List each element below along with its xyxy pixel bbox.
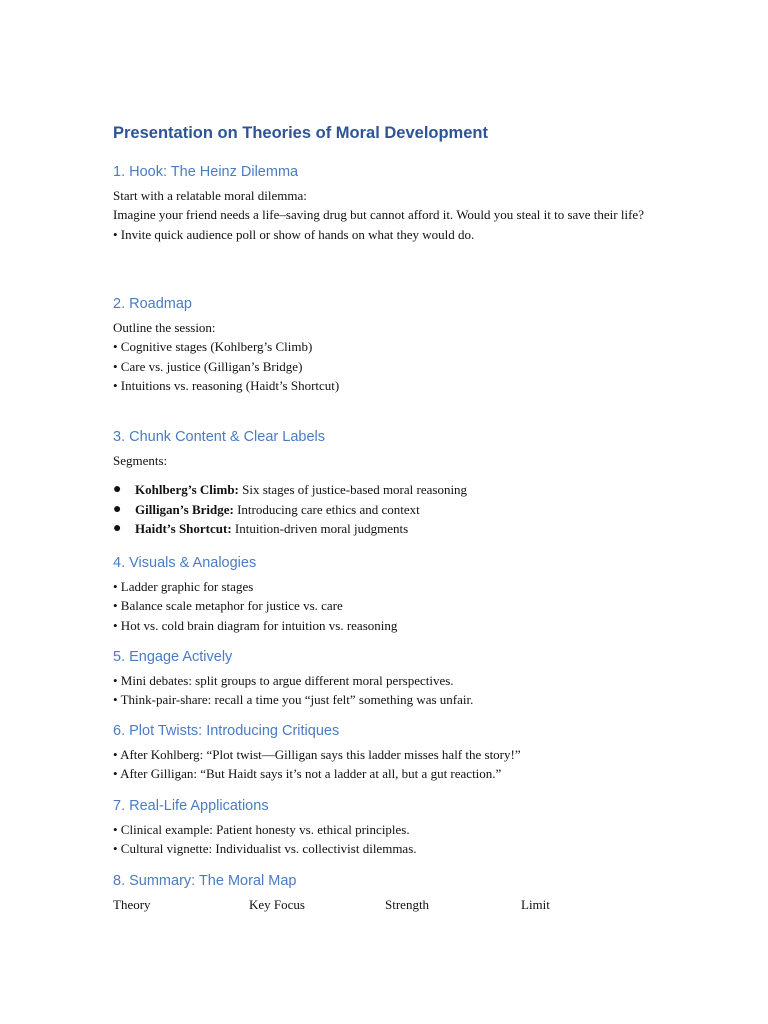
section-text: Start with a relatable moral dilemma: xyxy=(113,188,307,203)
bullet-icon: ● xyxy=(113,482,122,498)
section-hook xyxy=(113,162,673,244)
section-heading: 7. Real-Life Applications xyxy=(113,798,269,814)
list-item xyxy=(113,519,673,538)
section-chunk-content xyxy=(113,427,673,538)
section-roadmap xyxy=(113,294,673,395)
bullet-icon: ● xyxy=(113,520,122,536)
section-engage xyxy=(113,647,673,710)
section-bullet: • Mini debates: split groups to argue different moral perspectives. xyxy=(113,673,454,688)
section-bullet: • After Gilligan: “But Haidt says it’s not a ladder at all, but a gut reaction.” xyxy=(113,766,502,782)
document-title: Presentation on Theories of Moral Development xyxy=(113,124,488,142)
section-bullet: • Care vs. justice (Gilligan’s Bridge) xyxy=(113,358,303,374)
section-bullet: • Ladder graphic for stages xyxy=(113,579,254,594)
section-heading: 5. Engage Actively xyxy=(113,649,233,665)
segments-list xyxy=(113,480,673,538)
section-bullet: • Think-pair-share: recall a time you “just felt” something was unfair. xyxy=(113,692,474,708)
list-item xyxy=(113,500,673,519)
table-header-cell: Limit xyxy=(521,897,550,912)
list-item-label: Haidt’s Shortcut: xyxy=(135,520,232,536)
section-bullet: • Intuitions vs. reasoning (Haidt’s Shortcut) xyxy=(113,377,340,393)
section-text: Imagine your friend needs a life–saving drug but cannot afford it. Would you steal it to save their life? xyxy=(113,207,644,223)
summary-table-header xyxy=(113,895,673,914)
bullet-icon: ● xyxy=(113,501,122,517)
section-text: Segments: xyxy=(113,453,168,468)
section-text: Outline the session: xyxy=(113,320,216,335)
section-bullet: • Cognitive stages (Kohlberg’s Climb) xyxy=(113,339,313,355)
section-heading: 2. Roadmap xyxy=(113,296,192,312)
section-bullet: • Invite quick audience poll or show of hands on what they would do. xyxy=(113,226,475,242)
section-real-life xyxy=(113,796,673,859)
section-bullet: • Balance scale metaphor for justice vs. care xyxy=(113,598,343,614)
list-item-text: Introducing care ethics and context xyxy=(233,501,420,517)
section-heading: 8. Summary: The Moral Map xyxy=(113,873,297,889)
list-item-text: Intuition-driven moral judgments xyxy=(231,520,409,536)
list-item xyxy=(113,480,673,499)
section-heading: 6. Plot Twists: Introducing Critiques xyxy=(113,723,340,739)
section-heading: 4. Visuals & Analogies xyxy=(113,555,257,571)
section-heading: 1. Hook: The Heinz Dilemma xyxy=(113,164,299,180)
list-item-text: Six stages of justice-based moral reasoning xyxy=(238,482,468,498)
list-item-label: Gilligan’s Bridge: xyxy=(135,501,234,517)
section-bullet: • Clinical example: Patient honesty vs. ethical principles. xyxy=(113,822,410,837)
table-header-cell: Strength xyxy=(385,897,430,912)
list-item-label: Kohlberg’s Climb: xyxy=(135,482,239,498)
section-visuals xyxy=(113,553,673,635)
section-summary xyxy=(113,871,673,914)
section-bullet: • Cultural vignette: Individualist vs. collectivist dilemmas. xyxy=(113,841,417,857)
section-plot-twists xyxy=(113,721,673,784)
section-bullet: • After Kohlberg: “Plot twist—Gilligan says this ladder misses half the story!” xyxy=(113,747,521,762)
table-header-cell: Theory xyxy=(113,897,151,912)
section-heading: 3. Chunk Content & Clear Labels xyxy=(113,429,325,445)
table-header-cell: Key Focus xyxy=(249,897,305,912)
section-bullet: • Hot vs. cold brain diagram for intuition vs. reasoning xyxy=(113,617,398,633)
